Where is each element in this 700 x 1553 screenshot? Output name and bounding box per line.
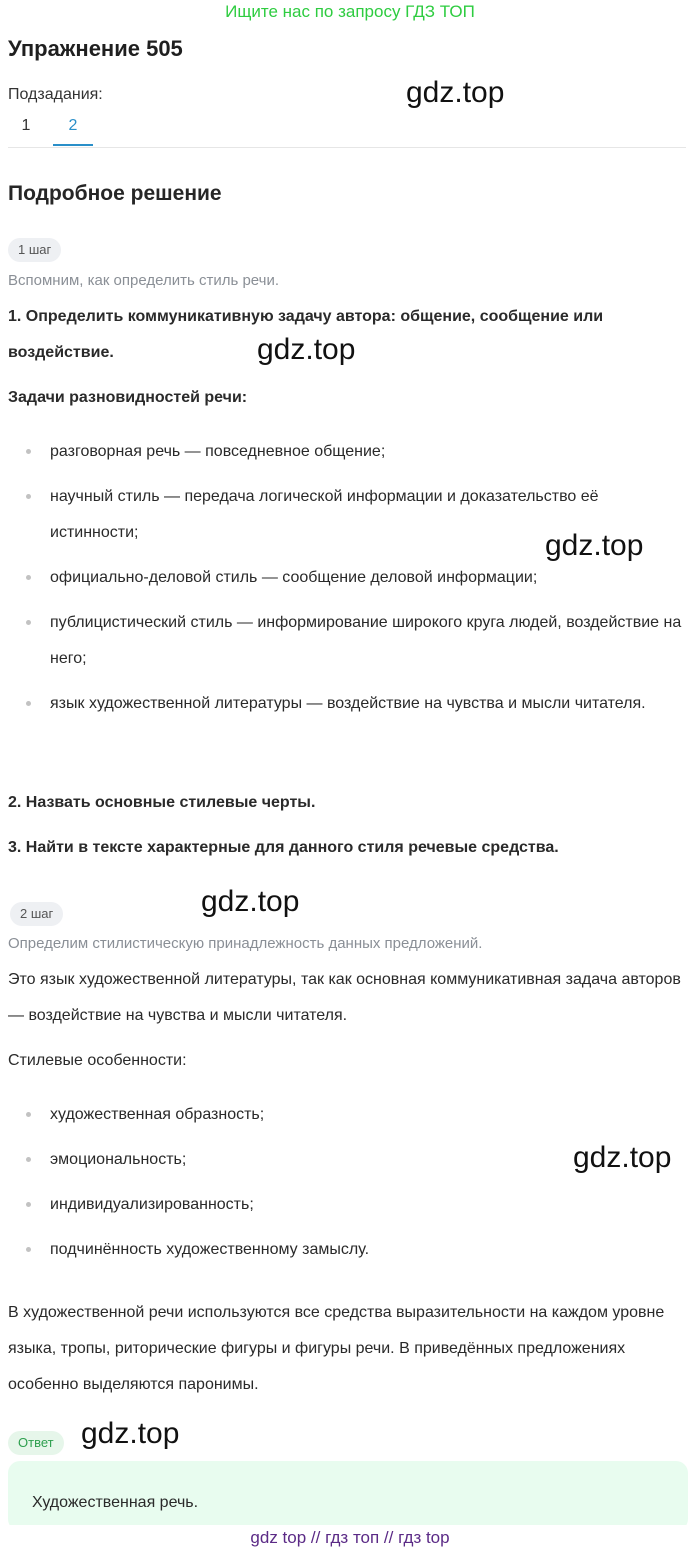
list-item: публицистический стиль — информирование широкого круга людей, воздействие на него; — [8, 605, 688, 677]
watermark: gdz.top — [406, 76, 505, 109]
list-item: разговорная речь — повседневное общение; — [8, 434, 688, 470]
watermark: gdz.top — [573, 1141, 672, 1174]
subtask-tab-1[interactable]: 1 — [21, 117, 31, 134]
list-item: официально-деловой стиль — сообщение деловой информации; — [8, 560, 688, 596]
step-1-item-3: 3. Найти в тексте характерные для данного стиля речевые средства. — [8, 839, 559, 856]
step-2-paragraph-2: В художественной речи используются все средства выразительности на каждом уровне языка, тропы, риторические фигуры и фигуры речи. В приведённых предложениях особенно выделяются паронимы. — [8, 1304, 665, 1393]
list-item: язык художественной литературы — воздействие на чувства и мысли читателя. — [8, 686, 688, 722]
list-item: подчинённость художественному замыслу. — [8, 1232, 688, 1268]
divider — [8, 147, 686, 148]
step-1-hint: Вспомним, как определить стиль речи. — [8, 272, 279, 289]
step-2-features-heading: Стилевые особенности: — [8, 1052, 187, 1069]
step-1-tasks-heading: Задачи разновидностей речи: — [8, 389, 248, 406]
step-1-item-1: 1. Определить коммуникативную задачу автора: общение, сообщение или воздействие. — [8, 308, 604, 361]
subtasks-label: Подзадания: — [8, 86, 103, 103]
step-2-badge: 2 шаг — [10, 902, 63, 926]
page-title: Упражнение 505 — [8, 36, 183, 61]
watermark: gdz.top — [257, 333, 356, 366]
watermark: gdz.top — [545, 529, 644, 562]
list-item: индивидуализированность; — [8, 1187, 688, 1223]
watermark: gdz.top — [201, 885, 300, 918]
footer-links: gdz top // гдз топ // гдз top — [0, 1525, 700, 1553]
step-1-badge: 1 шаг — [8, 238, 61, 262]
list-item: художественная образность; — [8, 1097, 688, 1133]
top-banner: Ищите нас по запросу ГДЗ ТОП — [225, 2, 475, 21]
active-tab-indicator — [53, 144, 93, 146]
list-item: эмоциональность; — [8, 1142, 688, 1178]
list-item: научный стиль — передача логической информации и доказательство её истинности; — [8, 479, 688, 551]
step-2-paragraph-1: Это язык художественной литературы, так как основная коммуникативная задача авторов — воздействие на чувства и мысли читателя. — [8, 971, 681, 1024]
watermark: gdz.top — [81, 1417, 180, 1450]
subtask-tab-2[interactable]: 2 — [68, 117, 78, 134]
step-1-item-2: 2. Назвать основные стилевые черты. — [8, 794, 316, 811]
answer-badge: Ответ — [8, 1431, 64, 1455]
step-2-hint: Определим стилистическую принадлежность данных предложений. — [8, 935, 483, 952]
solution-heading: Подробное решение — [8, 182, 222, 205]
answer-text: Художественная речь. — [32, 1494, 199, 1511]
